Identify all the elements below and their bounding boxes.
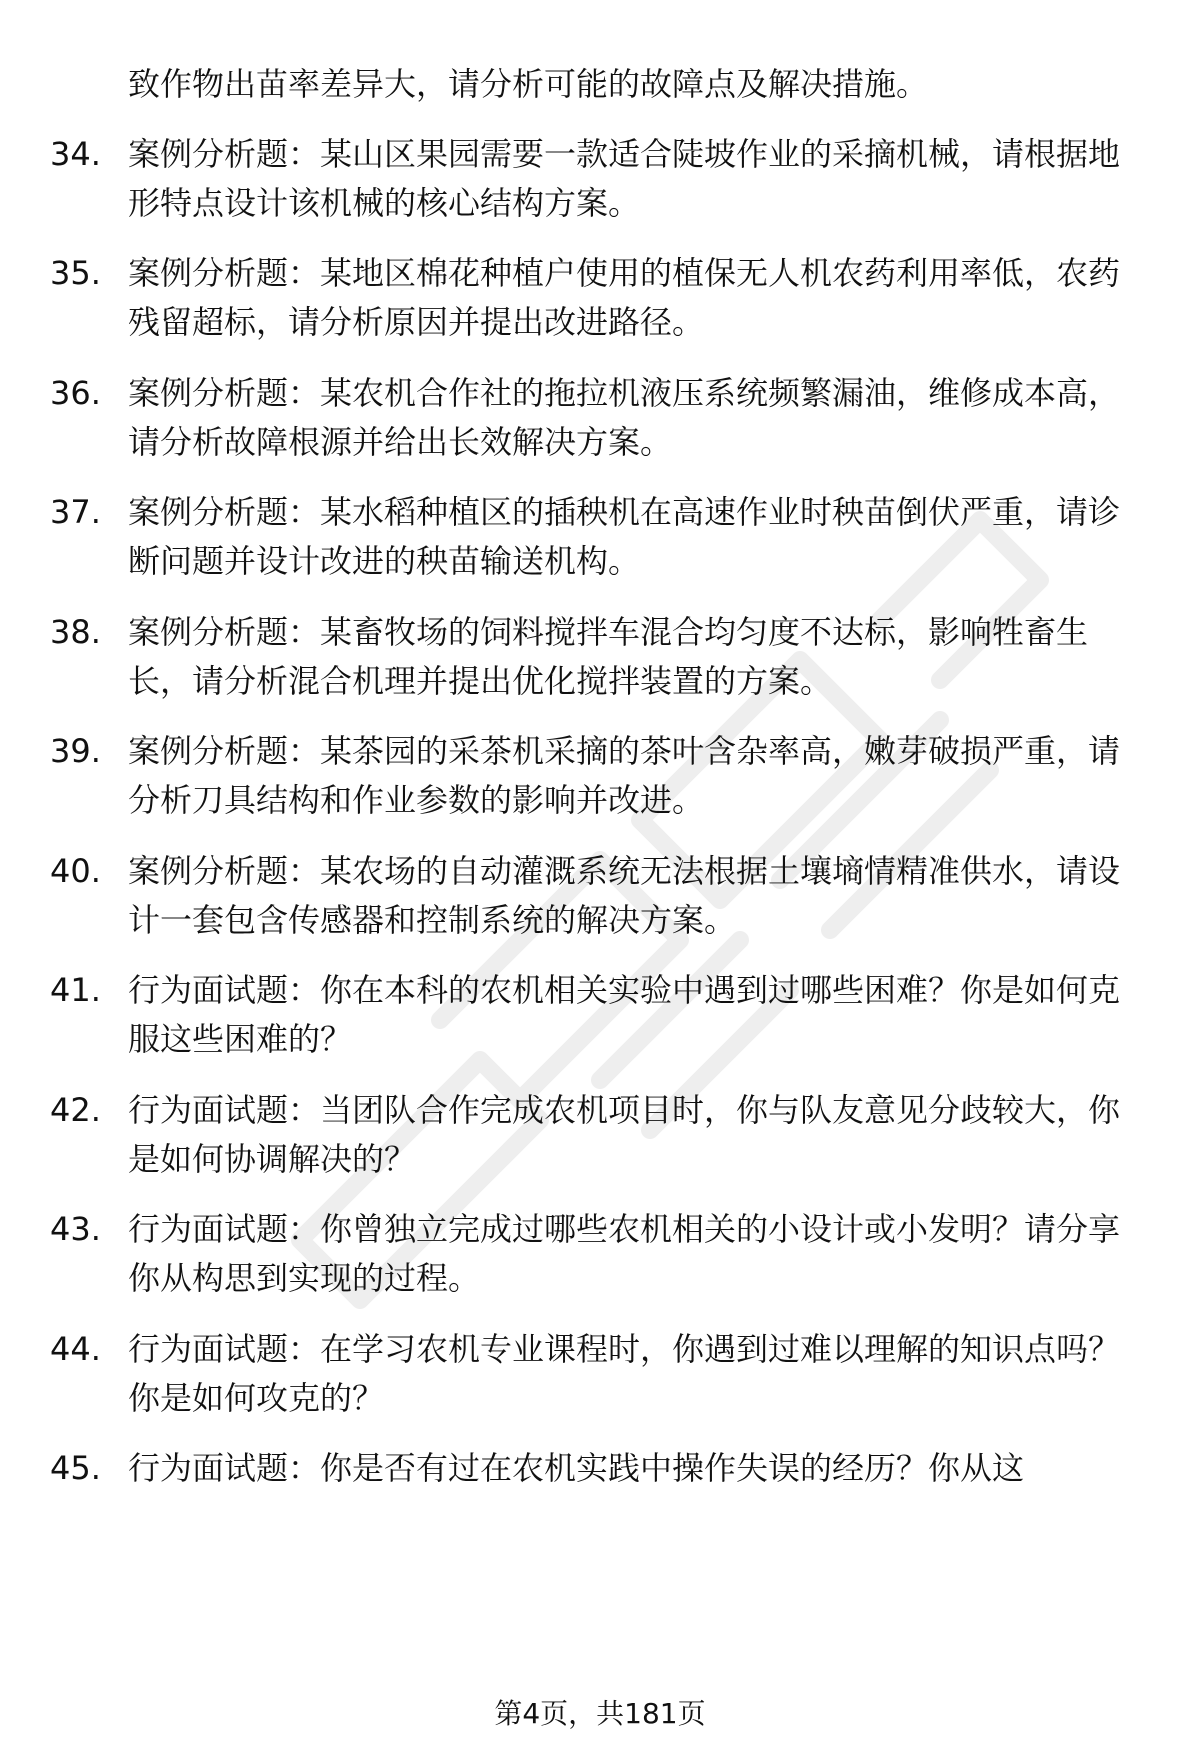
question-number: 44. bbox=[50, 1330, 101, 1368]
question-text: 案例分析题：某农机合作社的拖拉机液压系统频繁漏油，维修成本高，请分析故障根源并给出长效解决方案。 bbox=[128, 374, 1121, 461]
page-footer: 第4页，共181页 bbox=[494, 1697, 706, 1730]
question-number: 35. bbox=[50, 254, 101, 292]
question-text: 行为面试题：你曾独立完成过哪些农机相关的小设计或小发明？请分享你从构思到实现的过程。 bbox=[128, 1210, 1121, 1297]
question-number: 34. bbox=[50, 135, 101, 173]
question-item-34 bbox=[50, 130, 1140, 228]
question-text: 案例分析题：某水稻种植区的插秧机在高速作业时秧苗倒伏严重，请诊断问题并设计改进的秧苗输送机构。 bbox=[128, 493, 1121, 580]
question-text: 案例分析题：某茶园的采茶机采摘的茶叶含杂率高，嫩芽破损严重，请分析刀具结构和作业参数的影响并改进。 bbox=[128, 732, 1121, 819]
question-item-43 bbox=[50, 1205, 1140, 1303]
question-item-35 bbox=[50, 249, 1140, 347]
continuation-text: 致作物出苗率差异大，请分析可能的故障点及解决措施。 bbox=[128, 65, 929, 103]
question-text: 案例分析题：某山区果园需要一款适合陡坡作业的采摘机械，请根据地形特点设计该机械的核心结构方案。 bbox=[128, 135, 1121, 222]
question-number: 45. bbox=[50, 1449, 101, 1487]
question-text: 行为面试题：你在本科的农机相关实验中遇到过哪些困难？你是如何克服这些困难的？ bbox=[128, 971, 1121, 1058]
question-text: 行为面试题：你是否有过在农机实践中操作失误的经历？你从这 bbox=[128, 1449, 1025, 1487]
question-number: 43. bbox=[50, 1210, 101, 1248]
question-number: 39. bbox=[50, 732, 101, 770]
question-item-36 bbox=[50, 369, 1140, 467]
question-number: 37. bbox=[50, 493, 101, 531]
question-text: 案例分析题：某农场的自动灌溉系统无法根据土壤墒情精准供水，请设计一套包含传感器和控制系统的解决方案。 bbox=[128, 852, 1121, 939]
question-item-45 bbox=[50, 1444, 1140, 1493]
question-item-37 bbox=[50, 488, 1140, 586]
question-number: 38. bbox=[50, 613, 101, 651]
question-item-41 bbox=[50, 966, 1140, 1064]
question-item-39 bbox=[50, 727, 1140, 825]
question-number: 40. bbox=[50, 852, 101, 890]
question-number: 41. bbox=[50, 971, 101, 1009]
question-text: 行为面试题：在学习农机专业课程时，你遇到过难以理解的知识点吗？你是如何攻克的？ bbox=[128, 1330, 1121, 1417]
question-text: 行为面试题：当团队合作完成农机项目时，你与队友意见分歧较大，你是如何协调解决的？ bbox=[128, 1091, 1121, 1178]
question-item-44 bbox=[50, 1325, 1140, 1423]
question-text: 案例分析题：某畜牧场的饲料搅拌车混合均匀度不达标，影响牲畜生长，请分析混合机理并提出优化搅拌装置的方案。 bbox=[128, 613, 1089, 700]
question-item-40 bbox=[50, 847, 1140, 945]
question-number: 36. bbox=[50, 374, 101, 412]
question-text: 案例分析题：某地区棉花种植户使用的植保无人机农药利用率低，农药残留超标，请分析原因并提出改进路径。 bbox=[128, 254, 1121, 341]
question-item-38 bbox=[50, 608, 1140, 706]
question-number: 42. bbox=[50, 1091, 101, 1129]
question-item-42 bbox=[50, 1086, 1140, 1184]
